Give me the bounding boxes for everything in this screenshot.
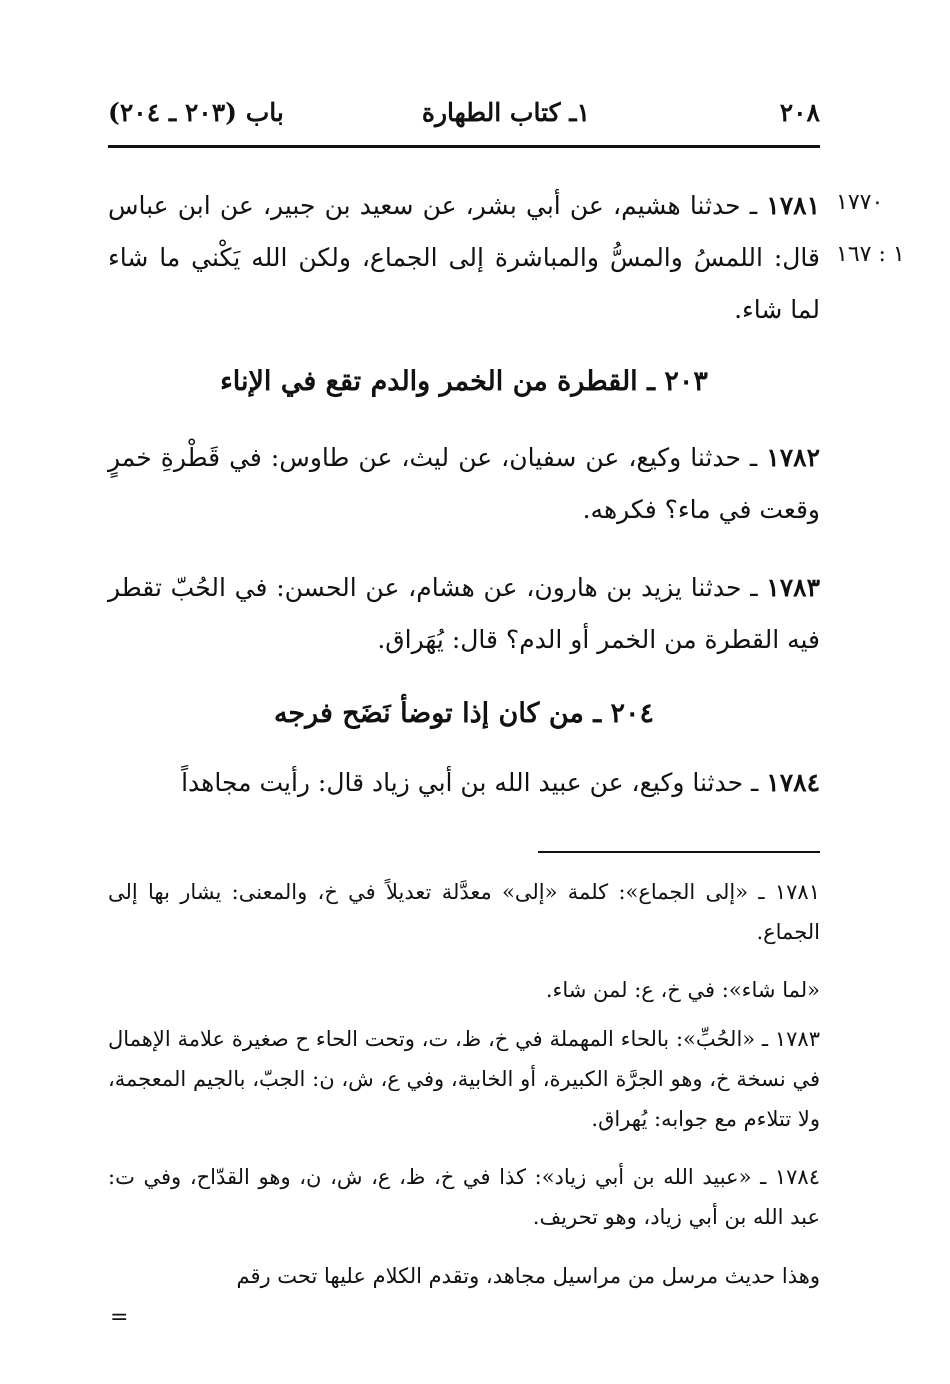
hadith-text: ـ حدثنا وكيع، عن عبيد الله بن أبي زياد قال: رأيت مجاهداً bbox=[181, 768, 767, 797]
footnote-mursal: وهذا حديث مرسل من مراسيل مجاهد، وتقدم الكلام عليها تحت رقم bbox=[236, 1264, 820, 1288]
hadith-number: ١٧٨٣ bbox=[766, 573, 820, 602]
section-heading-204: ٢٠٤ ـ من كان إذا توضأ نَضَح فرجه bbox=[273, 698, 655, 729]
hadith-number: ١٧٨٢ bbox=[766, 443, 820, 472]
hadith-text: ـ حدثنا هشيم، عن أبي بشر، عن سعيد بن جبير، عن ابن عباس قال: اللمسُ والمسُّ والمباشرة إلى الجماع، ولكن الله يَكْني ما شاء لما شاء. bbox=[108, 191, 820, 324]
header-rule bbox=[108, 145, 820, 148]
continuation-mark: = bbox=[110, 1305, 129, 1330]
footnote-1781: ١٧٨١ ـ «إلى الجماع»: كلمة «إلى» معدَّلة تعديلاً في خ، والمعنى: يشار بها إلى الجماع. bbox=[108, 880, 820, 944]
hadith-text: ـ حدثنا وكيع، عن سفيان، عن ليث، عن طاوس: في قَطْرةِ خمرٍ وقعت في ماء؟ فكرهه. bbox=[108, 443, 820, 524]
hadith-number: ١٧٨٤ bbox=[766, 768, 820, 797]
hadith-1782 bbox=[108, 432, 820, 536]
hadith-number: ١٧٨١ bbox=[766, 191, 820, 220]
chapter-range: باب (٢٠٣ ـ ٢٠٤) bbox=[108, 98, 284, 127]
hadith-1781 bbox=[108, 180, 820, 336]
footnote-1783: ١٧٨٣ ـ «الحُبِّ»: بالحاء المهملة في خ، ظ، ت، وتحت الحاء ح صغيرة علامة الإهمال في نسخة خ، وهو الجرَّة الكبيرة، أو الخابية، وفي ع، ش، ن: الجبّ، بالجيم المعجمة، ولا تتلاءم مع جوابه: يُهراق. bbox=[108, 1027, 820, 1131]
hadith-text: ـ حدثنا يزيد بن هارون، عن هشام، عن الحسن: في الحُبّ تقطر فيه القطرة من الخمر أو الدم؟ قال: يُهَراق. bbox=[108, 573, 820, 654]
footnote-lima-shaa: «لما شاء»: في خ، ع: لمن شاء. bbox=[545, 978, 820, 1002]
section-heading-203: ٢٠٣ ـ القطرة من الخمر والدم تقع في الإناء bbox=[220, 366, 708, 397]
running-header bbox=[108, 98, 820, 134]
margin-note-ref: ١٧٧٠ bbox=[836, 190, 884, 215]
footnote-rule bbox=[538, 851, 820, 853]
footnote-1784: ١٧٨٤ ـ «عبيد الله بن أبي زياد»: كذا في خ، ظ، ع، ش، ن، وهو القدّاح، وفي ت: عبد الله بن أبي زياد، وهو تحريف. bbox=[108, 1165, 820, 1229]
page-number: ٢٠٨ bbox=[779, 98, 820, 127]
hadith-1784 bbox=[108, 757, 820, 809]
margin-note-volume: ١ : ١٦٧ bbox=[836, 242, 905, 267]
book-title: ١ـ كتاب الطهارة bbox=[421, 98, 590, 127]
hadith-1783 bbox=[108, 562, 820, 666]
